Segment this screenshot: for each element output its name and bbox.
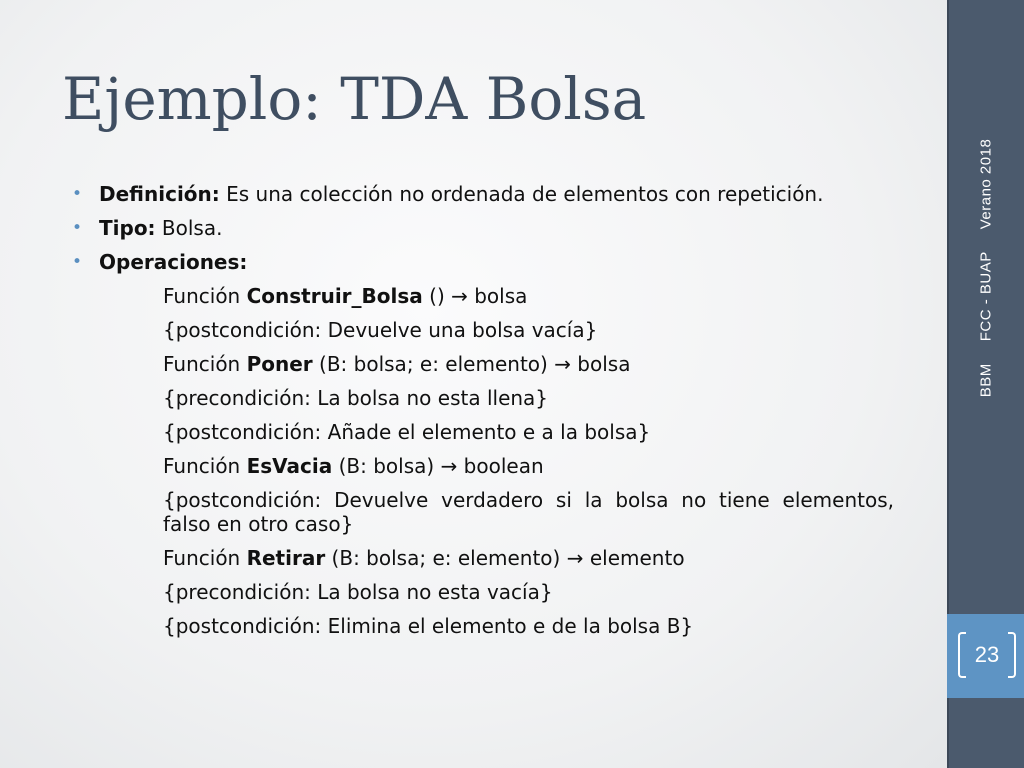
op-poner-postcondition: {postcondición: Añade el elemento e a la bolsa} bbox=[163, 420, 651, 444]
bullet-label: Definición: bbox=[99, 182, 220, 206]
arrow-right-icon: → bbox=[440, 454, 458, 478]
bullet-dot-icon: • bbox=[72, 218, 83, 238]
bullet-label: Tipo: bbox=[99, 216, 156, 240]
footer-org: FCC - BUAP bbox=[977, 251, 995, 342]
op-params: (B: bolsa; e: elemento) bbox=[325, 546, 567, 570]
op-result: bolsa bbox=[467, 284, 528, 308]
op-esvacia-postcondition: {postcondición: Devuelve verdadero si la bolsa no tiene elementos, falso en otro caso} bbox=[163, 488, 894, 536]
op-prefix: Función bbox=[163, 352, 247, 376]
op-result: elemento bbox=[583, 546, 685, 570]
arrow-right-icon: → bbox=[554, 352, 571, 376]
bullet-dot-icon: • bbox=[72, 252, 83, 272]
op-retirar-signature bbox=[66, 546, 894, 570]
bullet-text: Es una colección no ordenada de elementos con repetición. bbox=[219, 182, 824, 206]
op-retirar-precondition: {precondición: La bolsa no esta vacía} bbox=[163, 580, 553, 604]
op-result: bolsa bbox=[570, 352, 631, 376]
slide-title: Ejemplo: TDA Bolsa bbox=[62, 65, 647, 133]
op-prefix: Función bbox=[163, 454, 247, 478]
op-prefix: Función bbox=[163, 284, 247, 308]
arrow-right-icon: → bbox=[451, 284, 468, 308]
op-name: Poner bbox=[246, 352, 313, 376]
footer-author: BBM bbox=[977, 363, 995, 398]
op-name: Retirar bbox=[246, 546, 326, 570]
op-prefix: Función bbox=[163, 546, 247, 570]
op-construir-postcondition: {postcondición: Devuelve una bolsa vacía} bbox=[163, 318, 598, 342]
slide-body bbox=[66, 182, 894, 648]
op-construir-signature bbox=[66, 284, 894, 308]
bullet-operaciones bbox=[66, 250, 894, 274]
bullet-dot-icon: • bbox=[72, 184, 83, 204]
op-params: () bbox=[422, 284, 452, 308]
op-poner-signature bbox=[66, 352, 894, 376]
bullet-tipo bbox=[66, 216, 894, 240]
footer-term: Verano 2018 bbox=[977, 138, 995, 230]
op-name: Construir_Bolsa bbox=[246, 284, 423, 308]
op-params: (B: bolsa; e: elemento) bbox=[312, 352, 555, 376]
bullet-definicion bbox=[66, 182, 894, 206]
vertical-footer bbox=[978, 139, 995, 398]
page-number: 23 bbox=[974, 642, 1000, 667]
bullet-label: Operaciones: bbox=[99, 250, 248, 274]
op-retirar-postcondition: {postcondición: Elimina el elemento e de la bolsa B} bbox=[163, 614, 694, 638]
op-poner-precondition: {precondición: La bolsa no esta llena} bbox=[163, 386, 549, 410]
op-result: boolean bbox=[457, 454, 544, 478]
op-name: EsVacia bbox=[246, 454, 333, 478]
bullet-text: Bolsa. bbox=[155, 216, 223, 240]
op-params: (B: bolsa) bbox=[332, 454, 441, 478]
arrow-right-icon: → bbox=[566, 546, 584, 570]
op-esvacia-signature bbox=[66, 454, 894, 478]
